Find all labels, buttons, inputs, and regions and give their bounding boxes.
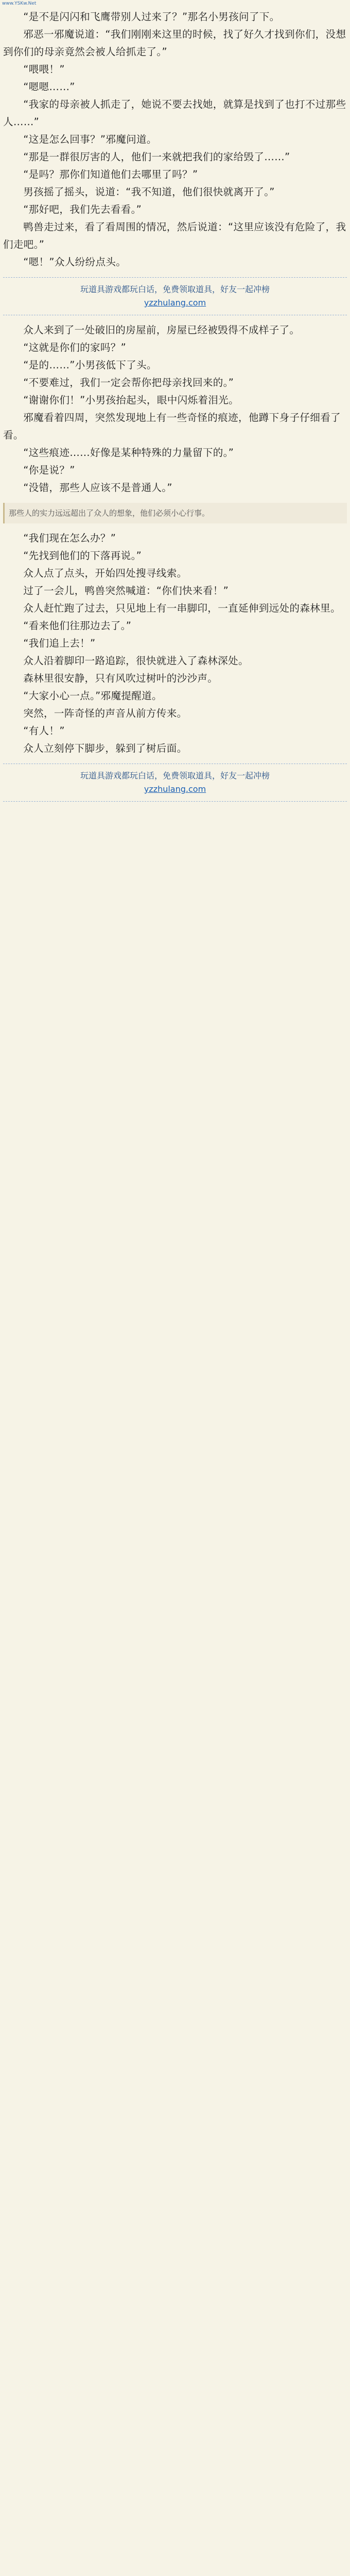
paragraph: “大家小心一点。”邪魔提醒道。 — [23, 690, 162, 702]
paragraph: 众人沿着脚印一路追踪，很快就进入了森林深处。 — [23, 655, 249, 667]
page-header — [0, 0, 350, 7]
promo-banner-2[interactable] — [3, 764, 347, 802]
paragraph-group-top — [3, 8, 347, 271]
paragraph: “不要难过，我们一定会帮你把母亲找回来的。” — [23, 377, 234, 388]
paragraph: “是的……”小男孩低下了头。 — [23, 359, 157, 371]
paragraph: “那好吧，我们先去看看。” — [23, 204, 142, 215]
paragraph: “这就是你们的家吗？” — [23, 342, 127, 353]
paragraph: “是不是闪闪和飞鹰带别人过来了？”那名小男孩问了下。 — [23, 11, 280, 23]
promo-text-2: 玩道具游戏都玩白话，免费领取道具，好友一起冲榜 — [80, 771, 270, 781]
paragraph: 众人立刻停下脚步，躲到了树后面。 — [23, 742, 187, 754]
promo-link[interactable]: yzzhulang.com — [144, 298, 206, 308]
paragraph: “我们现在怎么办？” — [23, 532, 116, 544]
paragraph: “我们追上去！” — [23, 637, 96, 649]
paragraph: “你是说？” — [23, 464, 75, 476]
paragraph: 男孩摇了摇头，说道：“我不知道，他们很快就离开了。” — [23, 186, 275, 198]
note-box: 那些人的实力远远超出了众人的想象，他们必须小心行事。 — [3, 503, 347, 523]
paragraph: “看来他们往那边去了。” — [23, 620, 132, 632]
paragraph: 众人点了点头，开始四处搜寻线索。 — [23, 567, 187, 579]
paragraph: “喂喂！” — [23, 63, 65, 75]
promo-link-2[interactable]: yzzhulang.com — [144, 784, 206, 794]
paragraph-group-low — [3, 530, 347, 757]
paragraph: 突然，一阵奇怪的声音从前方传来。 — [23, 707, 187, 719]
paragraph: “嗯！”众人纷纷点头。 — [23, 256, 127, 268]
site-label[interactable]: www.YSKw.Net — [2, 1, 37, 6]
paragraph: “没错，那些人应该不是普通人。” — [23, 482, 172, 494]
paragraph: “那是一群很厉害的人，他们一来就把我们的家给毁了……” — [23, 151, 290, 163]
chapter-content — [3, 8, 347, 2576]
paragraph: “谢谢你们！”小男孩抬起头，眼中闪烁着泪光。 — [23, 394, 239, 406]
paragraph: 众人来到了一处破旧的房屋前，房屋已经被毁得不成样子了。 — [23, 324, 300, 336]
paragraph: 过了一会儿，鸭兽突然喊道：“你们快来看！” — [23, 585, 229, 597]
paragraph: “这些痕迹……好像是某种特殊的力量留下的。” — [23, 447, 234, 459]
paragraph: 邪恶一邪魔说道：“我们刚刚来这里的时候，找了好久才找到你们，没想到你们的母亲竟然会被人给抓走了。” — [3, 28, 346, 58]
paragraph: “嗯嗯……” — [23, 81, 75, 93]
paragraph: “我家的母亲被人抓走了，她说不要去找她，就算是找到了也打不过那些人……” — [3, 98, 346, 128]
paragraph: 鸭兽走过来，看了看周围的情况，然后说道：“这里应该没有危险了，我们走吧。” — [3, 221, 346, 250]
promo-banner[interactable] — [3, 277, 347, 315]
paragraph: “先找到他们的下落再说。” — [23, 550, 142, 562]
paragraph: “这是怎么回事？”邪魔问道。 — [23, 133, 157, 145]
promo-text: 玩道具游戏都玩白话，免费领取道具，好友一起冲榜 — [80, 284, 270, 294]
paragraph: 森林里很安静，只有风吹过树叶的沙沙声。 — [23, 672, 218, 684]
paragraph: “是吗？那你们知道他们去哪里了吗？” — [23, 168, 198, 180]
paragraph: 众人赶忙跑了过去，只见地上有一串脚印，一直延伸到远处的森林里。 — [23, 602, 341, 614]
paragraph-group-mid — [3, 321, 347, 497]
paragraph: “有人！” — [23, 725, 65, 737]
paragraph: 邪魔看着四周，突然发现地上有一些奇怪的痕迹，他蹲下身子仔细看了看。 — [3, 412, 341, 441]
